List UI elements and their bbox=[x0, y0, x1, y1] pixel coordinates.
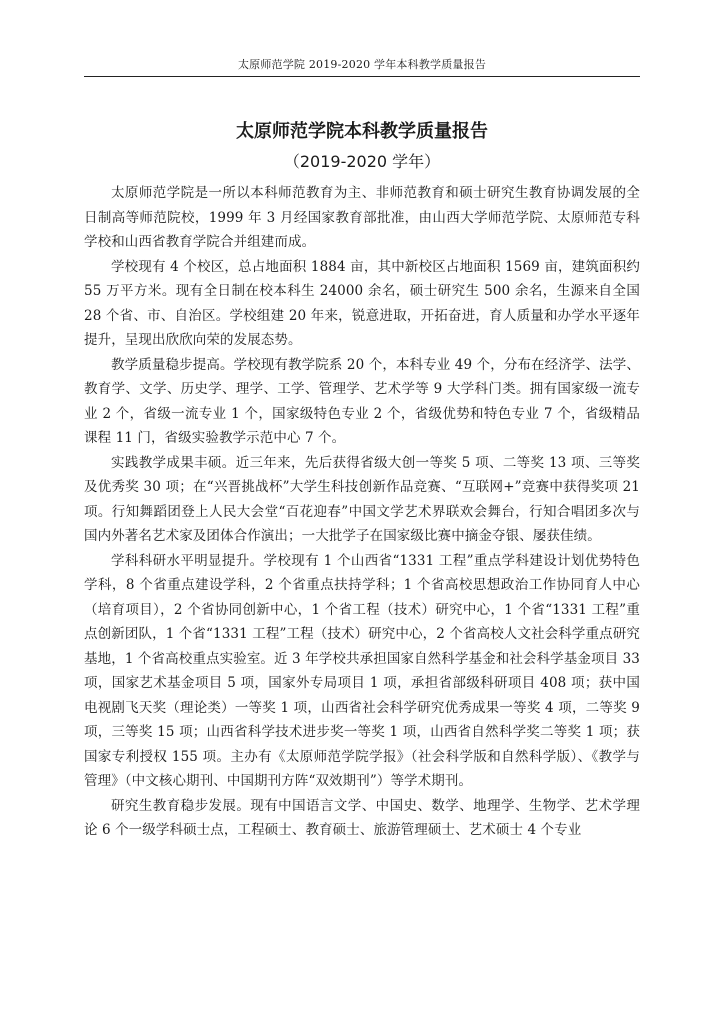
paragraph-practice-achievements: 实践教学成果丰硕。近三年来，先后获得省级大创一等奖 5 项、二等奖 13 项、三等奖及优秀奖 30 项；在“兴晋挑战杯”大学生科技创新作品竞赛、“互联网+”竞赛中获得奖项 21 项。行知舞蹈团登上人民大会堂“百花迎春”中国文学艺术界联欢会舞台，行知合唱团多次与国内外著名艺术家及团体合作演出；一大批学子在国家级比赛中摘金夺银、屡获佳绩。 bbox=[84, 454, 640, 544]
paragraph-graduate-education: 研究生教育稳步发展。现有中国语言文学、中国史、数学、地理学、生物学、艺术学理论 6 个一级学科硕士点，工程硕士、教育硕士、旅游管理硕士、艺术硕士 4 个专业 bbox=[84, 797, 640, 838]
running-header: 太原师范学院 2019-2020 学年本科教学质量报告 bbox=[237, 58, 487, 71]
header-rule bbox=[84, 76, 640, 77]
paragraph-research: 学科科研水平明显提升。学校现有 1 个山西省“1331 工程”重点学科建设计划优势特色学科，8 个省重点建设学科，2 个省重点扶持学科；1 个省高校思想政治工作协同育人中心（培育项目），2 个省协同创新中心，1 个省工程（技术）研究中心，1 个省“1331 工程”重点创新团队，1 个省“1331 工程”工程（技术）研究中心，2 个省高校人文社会科学重点研究基地，1 个省高校重点实验室。近 3 年学校共承担国家自然科学基金和社会科学基金项目 33 项，国家艺术基金项目 5 项，国家外专局项目 1 项，承担省部级科研项目 408 项；获中国电视剧飞天奖（理论类）一等奖 1 项，山西省社会科学研究优秀成果一等奖 4 项，二等奖 9 项，三等奖 15 项；山西省科学技术进步奖一等奖 1 项，山西省自然科学奖二等奖 1 项；获国家专利授权 155 项。主办有《太原师范学院学报》（社会科学版和自然科学版）、《教学与管理》（中文核心期刊、中国期刊方阵“双效期刊”）等学术期刊。 bbox=[84, 552, 640, 789]
paragraph-teaching-quality: 教学质量稳步提高。学校现有教学院系 20 个，本科专业 49 个，分布在经济学、法学、教育学、文学、历史学、理学、工学、管理学、艺术学等 9 大学科门类。拥有国家级一流专业 2 个，省级一流专业 1 个，国家级特色专业 2 个，省级优势和特色专业 7 个，省级精品课程 11 门，省级实验教学示范中心 7 个。 bbox=[84, 356, 640, 446]
paragraph-intro: 太原师范学院是一所以本科师范教育为主、非师范教育和硕士研究生教育协调发展的全日制高等师范院校，1999 年 3 月经国家教育部批准，由山西大学师范学院、太原师范专科学校和山西省教育学院合并组建而成。 bbox=[84, 185, 640, 250]
report-title: 太原师范学院本科教学质量报告 bbox=[236, 121, 488, 142]
paragraph-campus: 学校现有 4 个校区，总占地面积 1884 亩，其中新校区占地面积 1569 亩，建筑面积约 55 万平方米。现有全日制在校本科生 24000 余名，硕士研究生 500 余名，生源来自全国 28 个省、市、自治区。学校组建 20 年来，锐意进取，开拓奋进，育人质量和办学水平逐年提升，呈现出欣欣向荣的发展态势。 bbox=[84, 258, 640, 348]
report-body bbox=[84, 181, 640, 843]
report-subtitle: （2019-2020 学年） bbox=[283, 152, 441, 171]
